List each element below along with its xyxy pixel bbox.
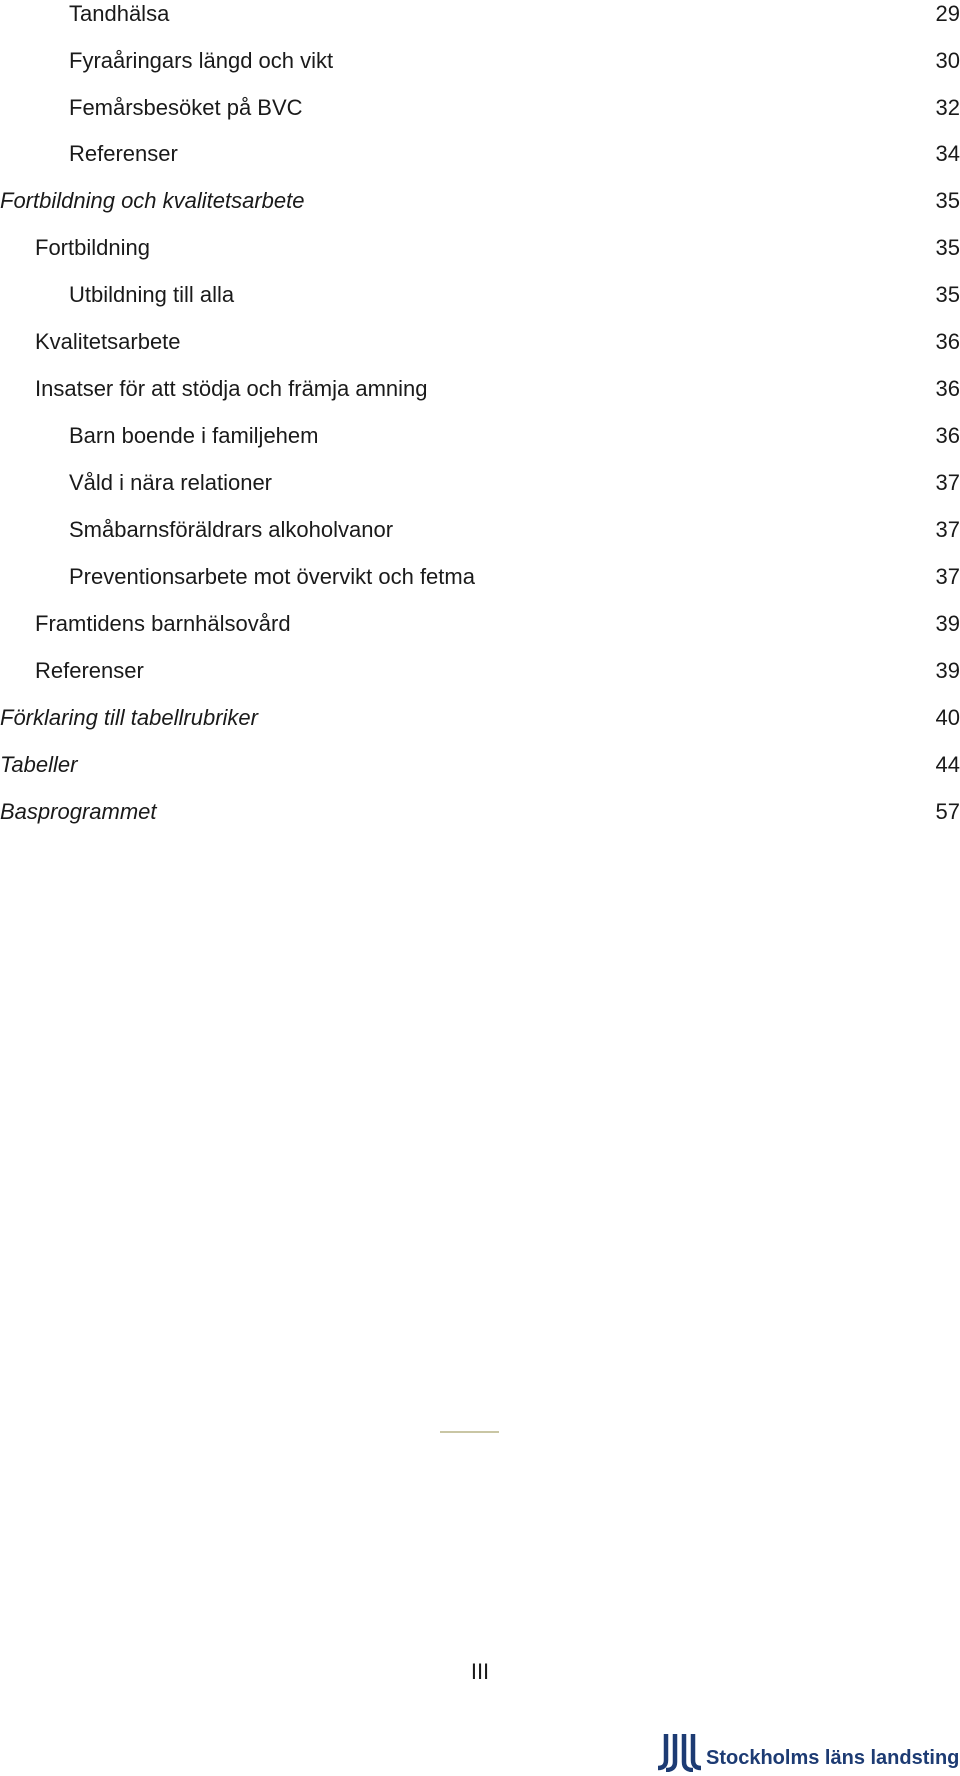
toc-entry-framtidens-barnhalsovard[interactable] (0, 608, 960, 640)
toc-entry-insatser-amning[interactable] (0, 373, 960, 405)
sll-logo-mark-icon (658, 1732, 702, 1772)
toc-entry-barn-familjehem[interactable] (0, 420, 960, 452)
toc-entry-fyraaringars-langd[interactable] (0, 45, 960, 77)
toc-entry-label: Referenser (69, 141, 178, 166)
toc-entry-tandhalsa[interactable] (0, 0, 960, 30)
toc-entry-referenser[interactable] (0, 138, 960, 170)
page-number: III (470, 1659, 490, 1684)
toc-entry-page: 36 (935, 329, 960, 354)
toc-entry-fortbildning-och-kvalitetsarbete[interactable] (0, 185, 960, 217)
toc-entry-label: Tabeller (0, 752, 78, 777)
toc-entry-utbildning-till-alla[interactable] (0, 279, 960, 311)
toc-entry-page: 36 (935, 423, 960, 448)
toc-entry-page: 37 (935, 517, 960, 542)
sll-logo-text: Stockholms läns landsting (706, 1747, 960, 1769)
toc-entry-vald-nara-relationer[interactable] (0, 467, 960, 499)
toc-entry-label: Fortbildning och kvalitetsarbete (0, 188, 305, 213)
toc-entry-page: 40 (935, 705, 960, 730)
toc-entry-label: Basprogrammet (0, 799, 157, 824)
toc-entry-page: 35 (935, 235, 960, 260)
toc-entry-label: Utbildning till alla (69, 282, 235, 307)
toc-entry-preventionsarbete[interactable] (0, 561, 960, 593)
toc-entry-page: 57 (935, 799, 960, 824)
toc-entry-alkoholvanor[interactable] (0, 514, 960, 546)
toc-entry-forklaring-tabellrubriker[interactable] (0, 702, 960, 734)
toc-entry-label: Barn boende i familjehem (69, 423, 319, 448)
toc-entry-page: 34 (935, 141, 960, 166)
toc-entry-tabeller[interactable] (0, 749, 960, 781)
toc-entry-label: Tandhälsa (69, 1, 170, 26)
toc-entry-referenser-2[interactable] (0, 655, 960, 687)
toc-entry-page: 36 (935, 376, 960, 401)
toc-entry-page: 35 (935, 188, 960, 213)
toc-entry-label: Förklaring till tabellrubriker (0, 705, 258, 730)
toc-entry-label: Fortbildning (35, 235, 150, 260)
toc-entry-label: Fyraåringars längd och vikt (69, 48, 334, 73)
toc-entry-femarsbesoket[interactable] (0, 92, 960, 124)
toc-entry-label: Framtidens barnhälsovård (35, 611, 291, 636)
toc-entry-page: 30 (935, 48, 960, 73)
toc-entry-page: 39 (935, 611, 960, 636)
toc-entry-page: 37 (935, 470, 960, 495)
toc-entry-page: 44 (935, 752, 960, 777)
sll-logo (658, 1732, 958, 1772)
toc-entry-page: 37 (935, 564, 960, 589)
toc-entry-label: Femårsbesöket på BVC (69, 95, 303, 120)
toc-entry-kvalitetsarbete[interactable] (0, 326, 960, 358)
toc-entry-page: 32 (935, 95, 960, 120)
toc-entry-label: Insatser för att stödja och främja amning (35, 376, 428, 401)
toc-entry-label: Referenser (35, 658, 144, 683)
toc-entry-page: 39 (935, 658, 960, 683)
toc-entry-page: 29 (935, 1, 960, 26)
toc-entry-fortbildning[interactable] (0, 232, 960, 264)
toc-entry-label: Våld i nära relationer (69, 470, 273, 495)
toc-entry-label: Kvalitetsarbete (35, 329, 181, 354)
toc-entry-page: 35 (935, 282, 960, 307)
toc-entry-label: Preventionsarbete mot övervikt och fetma (69, 564, 475, 589)
footer-divider (440, 1431, 499, 1433)
toc-entry-label: Småbarnsföräldrars alkoholvanor (69, 517, 394, 542)
toc-entry-basprogrammet[interactable] (0, 796, 960, 828)
